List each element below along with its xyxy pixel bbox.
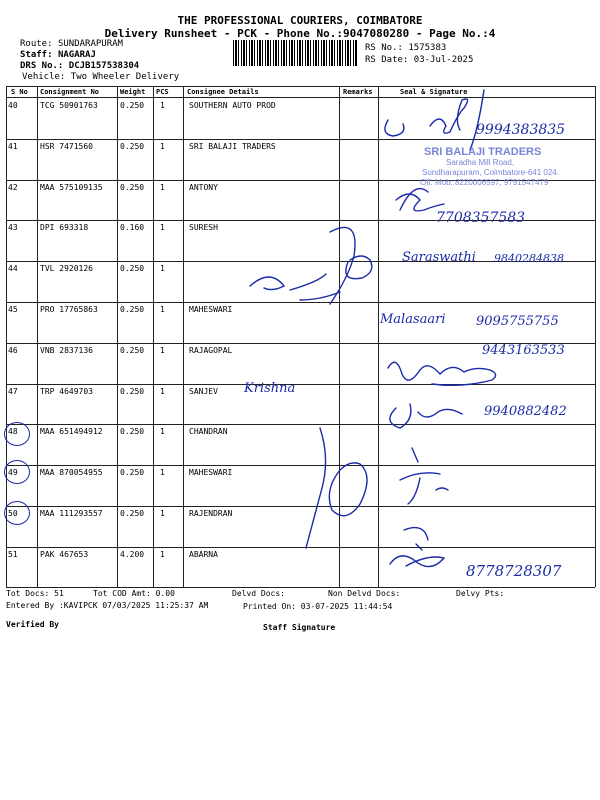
row-pcs: 1 <box>160 182 165 192</box>
circle-mark-49 <box>4 460 30 484</box>
row-weight: 0.250 <box>120 182 145 192</box>
delivered-docs: Delvd Docs: <box>232 589 285 598</box>
stamp-name: SRI BALAJI TRADERS <box>424 146 542 158</box>
rs-date-line: RS Date: 03-Jul-2025 <box>365 55 474 65</box>
row-weight: 0.250 <box>120 427 145 437</box>
row-sno: 46 <box>8 345 18 355</box>
row-weight: 0.250 <box>120 468 145 478</box>
printed-on: Printed On: 03-07-2025 11:44:54 <box>243 602 393 611</box>
row-weight: 0.250 <box>120 101 145 110</box>
row-consignee: SOUTHERN AUTO PROD <box>189 101 276 110</box>
row-consignee: MAHESWARI <box>189 305 233 314</box>
vehicle-line: Vehicle: Two Wheeler Delivery <box>22 72 180 82</box>
circle-mark-48 <box>4 422 30 446</box>
hw-row46-phone: 9443163533 <box>482 343 565 358</box>
runsheet-title: Delivery Runsheet - PCK - Phone No.:9047080280 - Page No.:4 <box>104 27 496 40</box>
row-sno: 43 <box>8 223 18 233</box>
row-sno: 45 <box>8 305 18 314</box>
row-pcs: 1 <box>160 468 165 478</box>
row-pcs: 1 <box>160 509 165 518</box>
row-pcs: 1 <box>160 305 165 314</box>
row-pcs: 1 <box>160 101 165 110</box>
row-consignment-no: MAA 651494912 <box>40 427 103 437</box>
row-pcs: 1 <box>160 549 165 559</box>
row-consignment-no: DPI 693318 <box>40 223 89 233</box>
route-line: Route: SUNDARAPURAM <box>20 39 123 49</box>
hw-row51-phone: 8778728307 <box>466 562 562 580</box>
drs-value: DCJB157538304 <box>68 61 140 71</box>
row-consignee: RAJENDRAN <box>189 509 233 518</box>
staff-signature: Staff Signature <box>263 623 336 632</box>
row-pcs: 1 <box>160 345 165 355</box>
row-weight: 0.250 <box>120 264 145 274</box>
row-weight: 0.250 <box>120 345 145 355</box>
row-sno: 50 <box>8 509 18 518</box>
row-consignee: SURESH <box>189 223 218 233</box>
drs-line: DRS No.: DCJB157538304 <box>20 61 140 71</box>
row-pcs: 1 <box>160 427 165 437</box>
total-cod: Tot COD Amt: 0.00 <box>93 589 175 598</box>
row-consignee: ABARNA <box>189 549 218 559</box>
row-consignment-no: TVL 2920126 <box>40 264 93 274</box>
non-delivered-docs: Non Delvd Docs: <box>328 589 401 598</box>
col-weight: Weight <box>120 88 146 96</box>
row-pcs: 1 <box>160 264 165 274</box>
hw-row44-name: Saraswathi <box>402 250 476 265</box>
row-consignment-no: PRO 17765863 <box>40 305 98 314</box>
row-sno: 48 <box>8 427 18 437</box>
row-sno: 51 <box>8 549 18 559</box>
row-consignee: SANJEV <box>189 386 218 396</box>
row-consignee: SRI BALAJI TRADERS <box>189 141 276 151</box>
row-consignment-no: TCG 50901763 <box>40 101 98 110</box>
rs-no-value: 1575383 <box>408 43 447 53</box>
hw-row45-name: Malasaari <box>380 312 446 327</box>
col-consignment: Consignment No <box>40 88 100 96</box>
hw-row48-phone: 9940882482 <box>484 404 567 419</box>
row-weight: 0.250 <box>120 386 145 396</box>
row-pcs: 1 <box>160 141 165 151</box>
row-sno: 42 <box>8 182 18 192</box>
vehicle-value: Two Wheeler Delivery <box>70 72 180 82</box>
hw-row43-phone: 7708357583 <box>436 210 526 226</box>
col-consignee: Consignee Details <box>187 88 259 96</box>
hw-row41-phone: 9994383835 <box>476 122 566 138</box>
hw-row45-phone: 9095755755 <box>476 314 559 329</box>
row-consignment-no: MAA 111293557 <box>40 509 103 518</box>
row-pcs: 1 <box>160 223 165 233</box>
row-sno: 44 <box>8 264 18 274</box>
col-seal-signature: Seal & Signature <box>400 88 468 96</box>
row-pcs: 1 <box>160 386 165 396</box>
row-weight: 0.250 <box>120 141 145 151</box>
company-title: THE PROFESSIONAL COURIERS, COIMBATORE <box>177 14 423 27</box>
stamp-phones: Off. Mob.:8220006597, 9791547479 <box>420 178 549 187</box>
row-sno: 40 <box>8 101 18 110</box>
row-consignment-no: TRP 4649703 <box>40 386 93 396</box>
rs-date-value: 03-Jul-2025 <box>413 55 474 65</box>
entered-by: Entered By :KAVIPCK 07/03/2025 11:25:37 AM <box>6 601 209 610</box>
row-consignment-no: MAA 575109135 <box>40 182 103 192</box>
stamp-address1: Saradha Mill Road, <box>446 158 515 167</box>
staff-value: NAGARAJ <box>57 50 96 60</box>
row-consignee: RAJAGOPAL <box>189 345 233 355</box>
row-weight: 4.200 <box>120 549 145 559</box>
row-weight: 0.250 <box>120 509 145 518</box>
row-weight: 0.250 <box>120 305 145 314</box>
row-sno: 47 <box>8 386 18 396</box>
row-consignment-no: HSR 7471560 <box>40 141 93 151</box>
row-weight: 0.160 <box>120 223 145 233</box>
row-sno: 41 <box>8 141 18 151</box>
route-value: SUNDARAPURAM <box>57 39 123 49</box>
col-sno: S No <box>11 88 28 96</box>
hw-row47-name: Krishna <box>244 381 296 396</box>
row-consignee: ANTONY <box>189 182 218 192</box>
delivery-points: Delvy Pts: <box>456 589 505 598</box>
row-consignment-no: VNB 2837136 <box>40 345 93 355</box>
total-docs: Tot Docs: 51 <box>6 589 64 598</box>
circle-mark-50 <box>4 501 30 525</box>
stamp-address2: Sundharapuram, Coimbatore-641 024. <box>422 168 559 177</box>
col-pcs: PCS <box>156 88 169 96</box>
rs-no-line: RS No.: 1575383 <box>365 43 447 53</box>
hw-row44-phone: 9840284838 <box>494 252 564 265</box>
row-consignee: MAHESWARI <box>189 468 233 478</box>
staff-line: Staff: NAGARAJ <box>20 50 96 60</box>
col-remarks: Remarks <box>343 88 373 96</box>
row-consignee: CHANDRAN <box>189 427 228 437</box>
verified-by: Verified By <box>6 620 59 629</box>
row-consignment-no: PAK 467653 <box>40 549 89 559</box>
row-sno: 49 <box>8 468 18 478</box>
row-consignment-no: MAA 870054955 <box>40 468 103 478</box>
